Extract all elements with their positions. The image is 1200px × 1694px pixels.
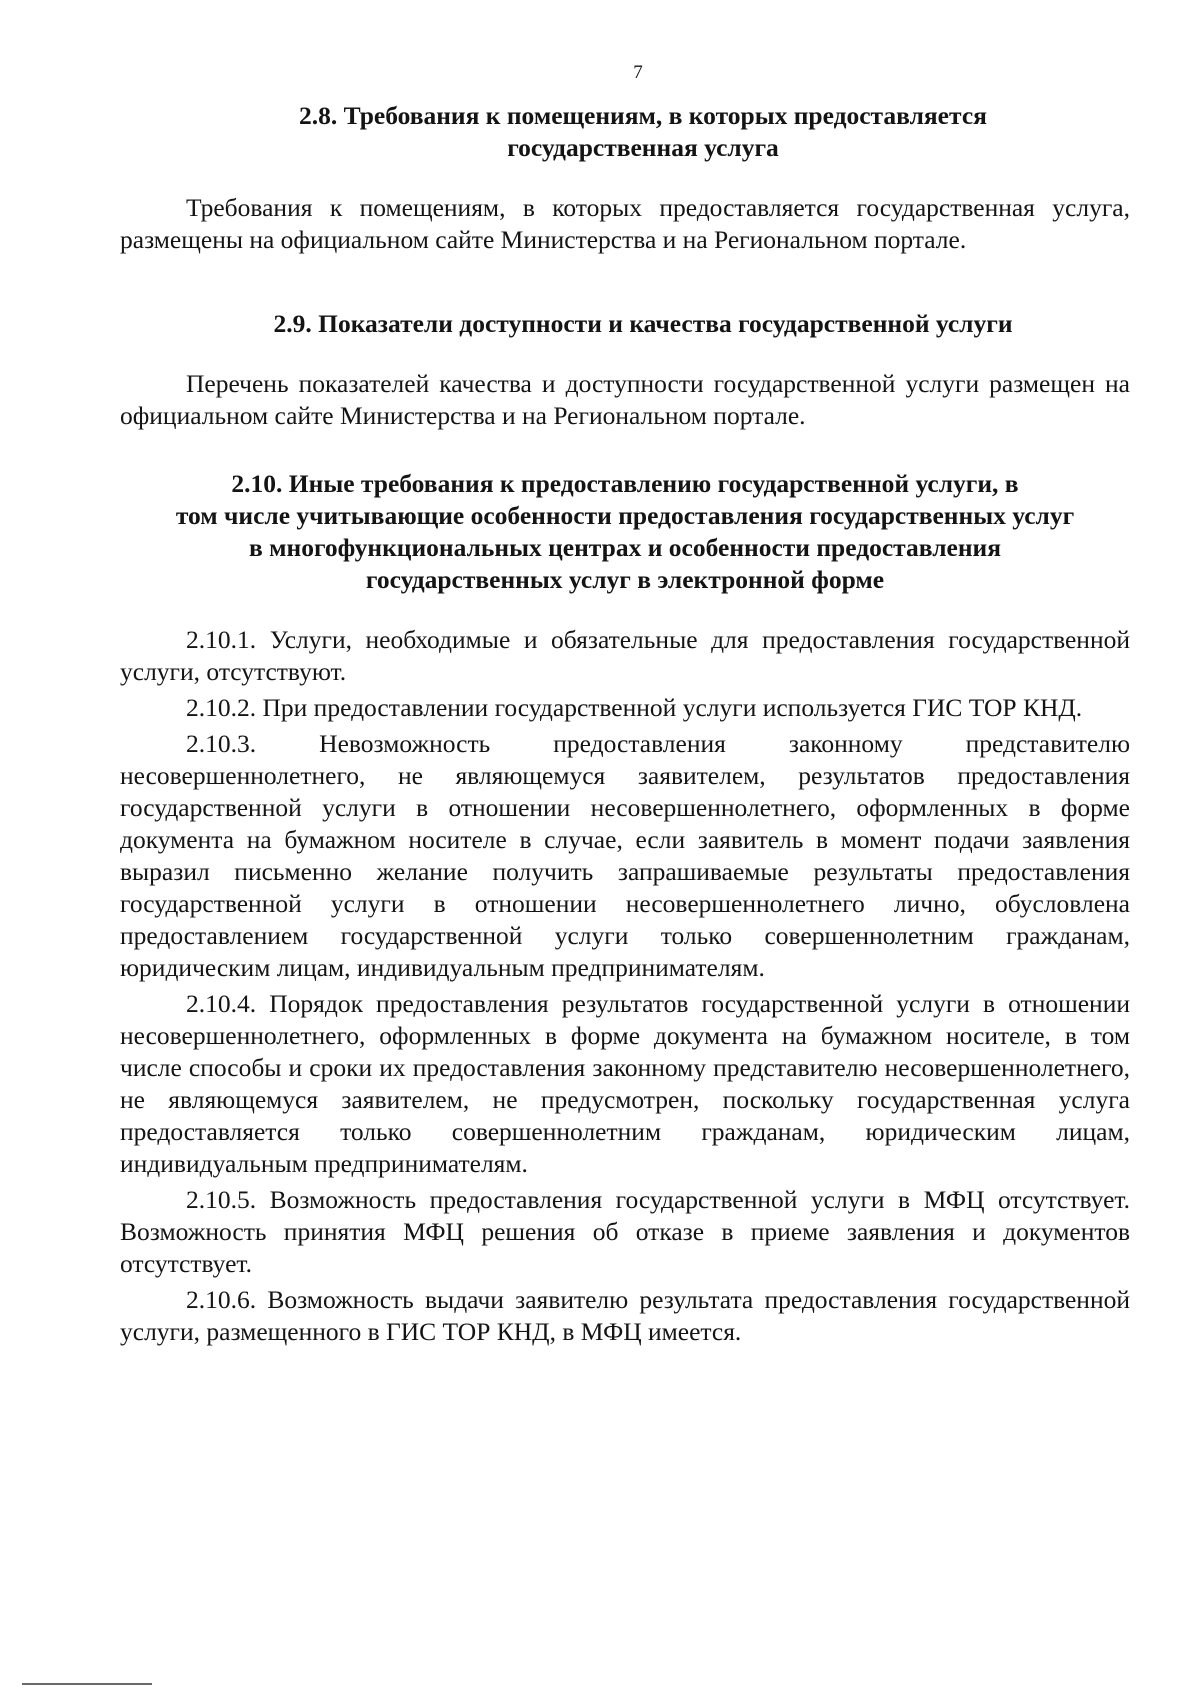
document-body [120, 100, 1130, 1348]
scan-edge-mark [22, 1683, 152, 1685]
section-2-9-text: Перечень показателей качества и доступности государственной услуги размещен на официальном сайте Министерства и на Региональном портале. [120, 369, 1130, 430]
item-2-10-2: 2.10.2. При предоставлении государственной услуги используется ГИС ТОР КНД. [186, 693, 1083, 722]
section-2-8-text: Требования к помещениям, в которых предоставляется государственная услуга, размещены на официальном сайте Министерства и на Региональном портале. [120, 193, 1130, 254]
section-2-8-heading-line1: 2.8. Требования к помещениям, в которых предоставляется [299, 101, 987, 130]
section-2-10-heading-line2: том числе учитывающие особенности предоставления государственных услуг [175, 501, 1075, 530]
item-2-10-3: 2.10.3. Невозможность предоставления законному представителю несовершеннолетнего, не являющемуся заявителем, результатов предоставления государственной услуги в отношении несовершеннолетнего, оформленных в форме документа на бумажном носителе в случае, если заявитель в момент подачи заявления выразил письменно желание получить запрашиваемые результаты предоставления государственной услуги в отношении несовершеннолетнего лично, обусловлена предоставлением государственной услуги только совершеннолетним гражданам, юридическим лицам, индивидуальным предпринимателям. [120, 729, 1130, 982]
item-2-10-4: 2.10.4. Порядок предоставления результатов государственной услуги в отношении несовершеннолетнего, оформленных в форме документа на бумажном носителе, в том числе способы и сроки их предоставления законному представителю несовершеннолетнего, не являющемуся заявителем, не предусмотрен, поскольку государственная услуга предоставляется только совершеннолетним гражданам, юридическим лицам, индивидуальным предпринимателям. [120, 989, 1130, 1178]
section-2-10-heading [120, 468, 1130, 596]
section-2-8-heading [120, 100, 1130, 164]
section-2-8-heading-line2: государственная услуга [507, 133, 779, 162]
section-2-10-heading-line1: 2.10. Иные требования к предоставлению государственной услуги, в [231, 469, 1019, 498]
section-2-10-heading-line3: в многофункциональных центрах и особенности предоставления [248, 533, 1002, 562]
section-2-10-heading-line4: государственных услуг в электронной форме [365, 565, 885, 594]
item-2-10-1: 2.10.1. Услуги, необходимые и обязательные для предоставления государственной услуги, отсутствуют. [120, 625, 1130, 686]
item-2-10-6: 2.10.6. Возможность выдачи заявителю результата предоставления государственной услуги, размещенного в ГИС ТОР КНД, в МФЦ имеется. [120, 1285, 1130, 1346]
section-2-9-heading: 2.9. Показатели доступности и качества государственной услуги [273, 309, 1013, 338]
page-number: 7 [633, 62, 643, 83]
item-2-10-5: 2.10.5. Возможность предоставления государственной услуги в МФЦ отсутствует. Возможность принятия МФЦ решения об отказе в приеме заявления и документов отсутствует. [120, 1185, 1130, 1278]
